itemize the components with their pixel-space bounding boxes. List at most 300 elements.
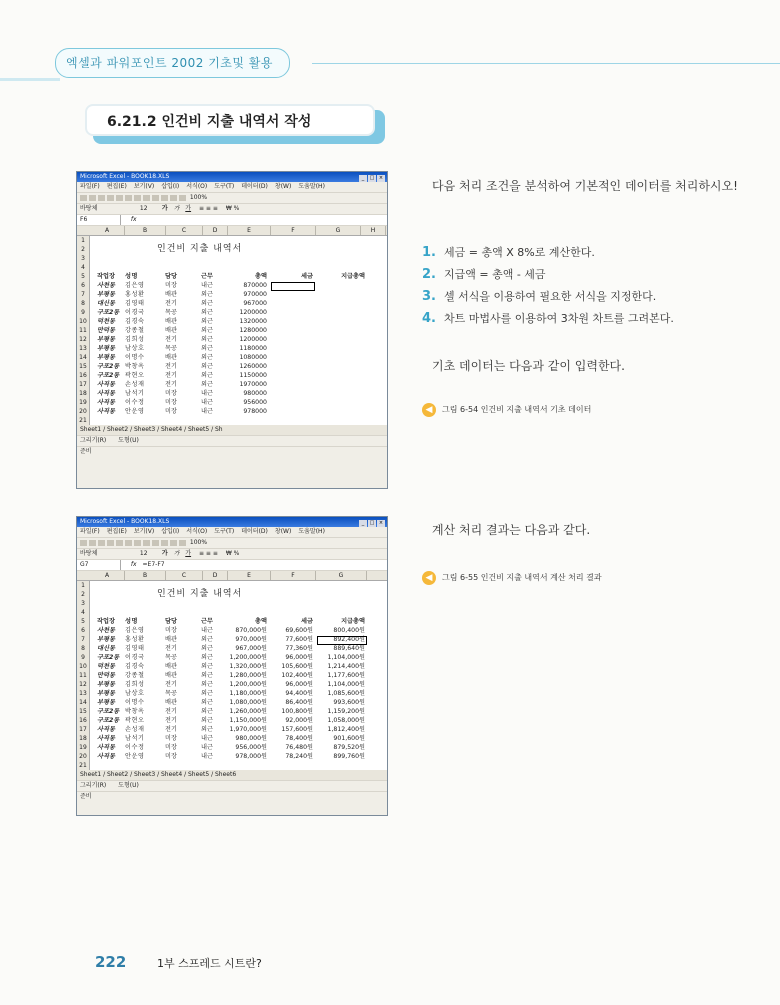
- table-cell[interactable]: 목공: [165, 654, 177, 661]
- table-cell[interactable]: 78,240원: [285, 753, 313, 760]
- column-header-cell[interactable]: D: [203, 226, 228, 235]
- header-cell[interactable]: 작업장: [97, 618, 115, 625]
- column-header-cell[interactable]: D: [203, 571, 228, 580]
- table-cell[interactable]: 이명수: [125, 699, 145, 706]
- table-cell[interactable]: 외근: [201, 372, 213, 379]
- table-cell[interactable]: 외근: [201, 726, 213, 733]
- table-cell[interactable]: 92,000원: [285, 717, 313, 724]
- header-cell[interactable]: 작업장: [97, 273, 115, 280]
- paste-icon[interactable]: [143, 195, 150, 201]
- table-cell[interactable]: 이명수: [125, 354, 145, 361]
- table-cell[interactable]: 김희성: [125, 336, 145, 343]
- table-cell[interactable]: 남석기: [125, 735, 145, 742]
- table-cell[interactable]: 외근: [201, 291, 213, 298]
- minimize-icon[interactable]: _: [359, 520, 367, 527]
- menu-item[interactable]: 파일(F): [80, 183, 100, 190]
- table-cell[interactable]: 1180000: [239, 345, 267, 352]
- menu-item[interactable]: 보기(V): [133, 528, 155, 535]
- table-cell[interactable]: 86,400원: [285, 699, 313, 706]
- name-box[interactable]: F6: [80, 215, 121, 225]
- table-cell[interactable]: 76,480원: [285, 744, 313, 751]
- table-cell[interactable]: 외근: [201, 636, 213, 643]
- table-cell[interactable]: 1150000: [239, 372, 267, 379]
- print-icon[interactable]: [107, 195, 114, 201]
- minimize-icon[interactable]: _: [359, 175, 367, 182]
- table-cell[interactable]: 1080000: [239, 354, 267, 361]
- row-number[interactable]: 13: [77, 689, 90, 698]
- copy-icon[interactable]: [134, 195, 141, 201]
- shape-menu[interactable]: 도형(U): [118, 437, 139, 444]
- table-cell[interactable]: 내근: [201, 390, 213, 397]
- row-number[interactable]: 8: [77, 299, 90, 308]
- sum-icon[interactable]: [161, 540, 168, 546]
- table-cell[interactable]: 전기: [165, 372, 177, 379]
- table-cell[interactable]: 박창옥: [125, 363, 145, 370]
- header-cell[interactable]: 담당: [165, 618, 177, 625]
- table-cell[interactable]: 전기: [165, 681, 177, 688]
- table-cell[interactable]: 1,320,000원: [229, 663, 267, 670]
- column-header-cell[interactable]: E: [228, 226, 271, 235]
- table-cell[interactable]: 내근: [201, 744, 213, 751]
- font-size[interactable]: 12: [139, 550, 148, 557]
- table-cell[interactable]: 105,600원: [281, 663, 313, 670]
- table-cell[interactable]: 외근: [201, 363, 213, 370]
- maximize-icon[interactable]: □: [369, 175, 375, 181]
- table-cell[interactable]: 외근: [201, 690, 213, 697]
- table-cell[interactable]: 980000: [243, 390, 267, 397]
- table-cell[interactable]: 사직동: [97, 753, 115, 760]
- table-cell[interactable]: 879,520원: [333, 744, 365, 751]
- row-number[interactable]: 9: [77, 653, 90, 662]
- table-cell[interactable]: 94,400원: [285, 690, 313, 697]
- row-number[interactable]: 8: [77, 644, 90, 653]
- bold-icon[interactable]: 가: [161, 205, 168, 212]
- preview-icon[interactable]: [116, 540, 123, 546]
- currency-icon[interactable]: ₩ %: [225, 550, 240, 557]
- table-cell[interactable]: 김경숙: [125, 318, 145, 325]
- table-cell[interactable]: 978,000원: [235, 753, 267, 760]
- print-icon[interactable]: [107, 540, 114, 546]
- table-cell[interactable]: 사직동: [97, 408, 115, 415]
- table-cell[interactable]: 부평동: [97, 336, 115, 343]
- table-cell[interactable]: 956000: [243, 399, 267, 406]
- table-cell[interactable]: 곽현오: [125, 372, 145, 379]
- row-number[interactable]: 10: [77, 662, 90, 671]
- table-cell[interactable]: 전기: [165, 381, 177, 388]
- row-number[interactable]: 21: [77, 416, 90, 425]
- table-cell[interactable]: 1,150,000원: [229, 717, 267, 724]
- header-cell[interactable]: 총액: [255, 273, 267, 280]
- row-number[interactable]: 19: [77, 743, 90, 752]
- table-cell[interactable]: 77,360원: [285, 645, 313, 652]
- table-cell[interactable]: 77,600원: [285, 636, 313, 643]
- table-cell[interactable]: 사천동: [97, 282, 115, 289]
- row-number[interactable]: 2: [77, 590, 90, 599]
- table-cell[interactable]: 구포2동: [97, 717, 120, 724]
- table-cell[interactable]: 157,600원: [281, 726, 313, 733]
- table-cell[interactable]: 구포2동: [97, 309, 120, 316]
- open-icon[interactable]: [89, 195, 96, 201]
- copy-icon[interactable]: [134, 540, 141, 546]
- table-cell[interactable]: 미장: [165, 753, 177, 760]
- table-cell[interactable]: 김경숙: [125, 663, 145, 670]
- row-number[interactable]: 16: [77, 716, 90, 725]
- row-number[interactable]: 7: [77, 635, 90, 644]
- table-cell[interactable]: 1,177,600원: [327, 672, 365, 679]
- row-number[interactable]: 10: [77, 317, 90, 326]
- table-cell[interactable]: 69,600원: [285, 627, 313, 634]
- menu-item[interactable]: 데이터(D): [241, 528, 268, 535]
- font-size[interactable]: 12: [139, 205, 148, 212]
- table-cell[interactable]: 김영태: [125, 645, 145, 652]
- table-cell[interactable]: 사직동: [97, 399, 115, 406]
- table-cell[interactable]: 강종철: [125, 327, 145, 334]
- menu-item[interactable]: 창(W): [274, 183, 292, 190]
- chart-icon[interactable]: [179, 195, 186, 201]
- table-cell[interactable]: 1,159,200원: [327, 708, 365, 715]
- table-cell[interactable]: 1,214,400원: [327, 663, 365, 670]
- table-cell[interactable]: 870000: [243, 282, 267, 289]
- table-cell[interactable]: 곽현오: [125, 717, 145, 724]
- table-cell[interactable]: 배관: [165, 354, 177, 361]
- header-cell[interactable]: 근무: [201, 273, 213, 280]
- table-cell[interactable]: 내근: [201, 408, 213, 415]
- sort-icon[interactable]: [170, 195, 177, 201]
- draw-menu[interactable]: 그리기(R): [80, 437, 107, 444]
- row-number[interactable]: 7: [77, 290, 90, 299]
- new-icon[interactable]: [80, 195, 87, 201]
- table-cell[interactable]: 목공: [165, 309, 177, 316]
- paste-icon[interactable]: [143, 540, 150, 546]
- table-cell[interactable]: 내근: [201, 282, 213, 289]
- table-cell[interactable]: 전기: [165, 645, 177, 652]
- table-cell[interactable]: 96,000원: [285, 681, 313, 688]
- header-cell[interactable]: 성명: [125, 618, 138, 625]
- row-number[interactable]: 17: [77, 725, 90, 734]
- table-cell[interactable]: 미장: [165, 627, 177, 634]
- table-cell[interactable]: 부평동: [97, 291, 115, 298]
- table-cell[interactable]: 970000: [243, 291, 267, 298]
- table-cell[interactable]: 외근: [201, 699, 213, 706]
- row-number[interactable]: 2: [77, 245, 90, 254]
- table-cell[interactable]: 78,400원: [285, 735, 313, 742]
- table-cell[interactable]: 외근: [201, 309, 213, 316]
- table-cell[interactable]: 내근: [201, 399, 213, 406]
- header-cell[interactable]: 지급총액: [341, 273, 365, 280]
- table-cell[interactable]: 967,000원: [235, 645, 267, 652]
- zoom-level[interactable]: 100%: [189, 539, 208, 546]
- table-cell[interactable]: 이경국: [125, 309, 145, 316]
- row-number[interactable]: 9: [77, 308, 90, 317]
- header-cell[interactable]: 지급총액: [341, 618, 365, 625]
- table-cell[interactable]: 내근: [201, 753, 213, 760]
- menu-item[interactable]: 서식(O): [186, 183, 208, 190]
- row-number[interactable]: 6: [77, 626, 90, 635]
- menu-item[interactable]: 창(W): [274, 528, 292, 535]
- table-cell[interactable]: 김영태: [125, 300, 145, 307]
- table-cell[interactable]: 978000: [243, 408, 267, 415]
- menu-item[interactable]: 도움말(H): [298, 528, 325, 535]
- table-cell[interactable]: 안운영: [125, 408, 145, 415]
- row-number[interactable]: 20: [77, 407, 90, 416]
- table-cell[interactable]: 1200000: [239, 336, 267, 343]
- row-number[interactable]: 18: [77, 734, 90, 743]
- table-cell[interactable]: 1,812,400원: [327, 726, 365, 733]
- column-header-cell[interactable]: C: [166, 226, 203, 235]
- header-cell[interactable]: 성명: [125, 273, 138, 280]
- table-cell[interactable]: 1,104,000원: [327, 654, 365, 661]
- table-cell[interactable]: 901,600원: [333, 735, 365, 742]
- table-cell[interactable]: 사직동: [97, 381, 115, 388]
- table-cell[interactable]: 외근: [201, 663, 213, 670]
- row-number[interactable]: 4: [77, 608, 90, 617]
- table-cell[interactable]: 미장: [165, 390, 177, 397]
- table-cell[interactable]: 미장: [165, 399, 177, 406]
- table-cell[interactable]: 내근: [201, 735, 213, 742]
- table-cell[interactable]: 구포2동: [97, 363, 120, 370]
- table-cell[interactable]: 1,080,000원: [229, 699, 267, 706]
- table-cell[interactable]: 덕천동: [97, 318, 115, 325]
- table-cell[interactable]: 96,000원: [285, 654, 313, 661]
- close-icon[interactable]: ×: [378, 520, 384, 526]
- column-header-cell[interactable]: B: [125, 571, 166, 580]
- table-cell[interactable]: 1970000: [239, 381, 267, 388]
- name-box[interactable]: G7: [80, 560, 121, 570]
- row-number[interactable]: 17: [77, 380, 90, 389]
- new-icon[interactable]: [80, 540, 87, 546]
- table-cell[interactable]: 외근: [201, 318, 213, 325]
- row-number[interactable]: 21: [77, 761, 90, 770]
- table-cell[interactable]: 만덕동: [97, 672, 115, 679]
- menu-item[interactable]: 도움말(H): [298, 183, 325, 190]
- menu-item[interactable]: 서식(O): [186, 528, 208, 535]
- undo-icon[interactable]: [152, 540, 159, 546]
- table-cell[interactable]: 1,200,000원: [229, 681, 267, 688]
- sheet-grid[interactable]: [77, 226, 387, 425]
- table-cell[interactable]: 대신동: [97, 645, 115, 652]
- sheet-tabs-label[interactable]: Sheet1 / Sheet2 / Sheet3 / Sheet4 / Sheet5 / Sh: [80, 426, 223, 433]
- formula-input[interactable]: =E7-F7: [142, 561, 165, 568]
- table-cell[interactable]: 970,000원: [235, 636, 267, 643]
- table-cell[interactable]: 102,400원: [281, 672, 313, 679]
- table-cell[interactable]: 1,058,000원: [327, 717, 365, 724]
- sum-icon[interactable]: [161, 195, 168, 201]
- font-name[interactable]: 바탕체: [80, 205, 98, 212]
- zoom-level[interactable]: 100%: [189, 194, 208, 201]
- draw-menu[interactable]: 그리기(R): [80, 782, 107, 789]
- row-number[interactable]: 4: [77, 263, 90, 272]
- table-cell[interactable]: 892,400원: [333, 636, 365, 643]
- table-cell[interactable]: 부평동: [97, 681, 115, 688]
- table-cell[interactable]: 1200000: [239, 309, 267, 316]
- table-cell[interactable]: 외근: [201, 681, 213, 688]
- undo-icon[interactable]: [152, 195, 159, 201]
- bold-icon[interactable]: 가: [161, 550, 168, 557]
- table-cell[interactable]: 외근: [201, 327, 213, 334]
- table-cell[interactable]: 부평동: [97, 699, 115, 706]
- menu-item[interactable]: 편집(E): [106, 183, 127, 190]
- shape-menu[interactable]: 도형(U): [118, 782, 139, 789]
- table-cell[interactable]: 이수정: [125, 399, 145, 406]
- row-number[interactable]: 1: [77, 236, 90, 245]
- table-cell[interactable]: 전기: [165, 300, 177, 307]
- table-cell[interactable]: 남석기: [125, 390, 145, 397]
- table-cell[interactable]: 외근: [201, 708, 213, 715]
- table-cell[interactable]: 외근: [201, 381, 213, 388]
- table-cell[interactable]: 김은영: [125, 282, 145, 289]
- table-cell[interactable]: 1,200,000원: [229, 654, 267, 661]
- font-name[interactable]: 바탕체: [80, 550, 98, 557]
- open-icon[interactable]: [89, 540, 96, 546]
- table-cell[interactable]: 외근: [201, 645, 213, 652]
- table-cell[interactable]: 956,000원: [235, 744, 267, 751]
- table-cell[interactable]: 남상호: [125, 345, 145, 352]
- table-cell[interactable]: 1260000: [239, 363, 267, 370]
- italic-icon[interactable]: 가: [173, 205, 180, 212]
- close-icon[interactable]: ×: [378, 175, 384, 181]
- table-cell[interactable]: 덕천동: [97, 663, 115, 670]
- column-header-cell[interactable]: E: [228, 571, 271, 580]
- header-cell[interactable]: 세금: [301, 618, 313, 625]
- table-cell[interactable]: 내근: [201, 627, 213, 634]
- table-cell[interactable]: 구포2동: [97, 708, 120, 715]
- menu-item[interactable]: 도구(T): [214, 528, 235, 535]
- table-cell[interactable]: 사천동: [97, 627, 115, 634]
- table-cell[interactable]: 김희성: [125, 681, 145, 688]
- row-number[interactable]: 20: [77, 752, 90, 761]
- currency-icon[interactable]: ₩ %: [225, 205, 240, 212]
- cut-icon[interactable]: [125, 540, 132, 546]
- table-cell[interactable]: 홍성환: [125, 291, 145, 298]
- preview-icon[interactable]: [116, 195, 123, 201]
- column-header-cell[interactable]: A: [90, 226, 125, 235]
- sheet-tabs-label[interactable]: Sheet1 / Sheet2 / Sheet3 / Sheet4 / Sheet5 / Sheet6: [80, 771, 237, 778]
- row-number[interactable]: 12: [77, 680, 90, 689]
- menu-item[interactable]: 삽입(I): [161, 528, 180, 535]
- table-cell[interactable]: 1,970,000원: [229, 726, 267, 733]
- table-cell[interactable]: 외근: [201, 300, 213, 307]
- row-number[interactable]: 15: [77, 707, 90, 716]
- row-number[interactable]: 3: [77, 599, 90, 608]
- underline-icon[interactable]: 가: [185, 550, 192, 557]
- row-number[interactable]: 19: [77, 398, 90, 407]
- table-cell[interactable]: 목공: [165, 690, 177, 697]
- table-cell[interactable]: 손성재: [125, 726, 145, 733]
- table-cell[interactable]: 미장: [165, 744, 177, 751]
- table-cell[interactable]: 미장: [165, 735, 177, 742]
- table-cell[interactable]: 1,085,600원: [327, 690, 365, 697]
- header-cell[interactable]: 세금: [301, 273, 313, 280]
- row-number[interactable]: 11: [77, 671, 90, 680]
- table-cell[interactable]: 993,600원: [333, 699, 365, 706]
- table-cell[interactable]: 800,400원: [333, 627, 365, 634]
- table-cell[interactable]: 구포2동: [97, 372, 120, 379]
- cut-icon[interactable]: [125, 195, 132, 201]
- table-cell[interactable]: 배관: [165, 663, 177, 670]
- table-cell[interactable]: 이경국: [125, 654, 145, 661]
- sheet-title-cell[interactable]: 인건비 지출 내역서: [157, 244, 243, 254]
- table-cell[interactable]: 899,760원: [333, 753, 365, 760]
- row-number[interactable]: 6: [77, 281, 90, 290]
- row-number[interactable]: 15: [77, 362, 90, 371]
- row-number[interactable]: 1: [77, 581, 90, 590]
- function-icon[interactable]: fx: [130, 216, 137, 223]
- row-number[interactable]: 12: [77, 335, 90, 344]
- header-cell[interactable]: 담당: [165, 273, 177, 280]
- table-cell[interactable]: 배관: [165, 291, 177, 298]
- table-cell[interactable]: 889,640원: [333, 645, 365, 652]
- table-cell[interactable]: 사직동: [97, 390, 115, 397]
- column-header-cell[interactable]: G: [316, 571, 367, 580]
- table-cell[interactable]: 구포2동: [97, 654, 120, 661]
- save-icon[interactable]: [98, 540, 105, 546]
- table-cell[interactable]: 손성재: [125, 381, 145, 388]
- maximize-icon[interactable]: □: [369, 520, 375, 526]
- table-cell[interactable]: 전기: [165, 363, 177, 370]
- sheet-grid[interactable]: [77, 571, 387, 770]
- menu-item[interactable]: 파일(F): [80, 528, 100, 535]
- table-cell[interactable]: 사직동: [97, 726, 115, 733]
- table-cell[interactable]: 1280000: [239, 327, 267, 334]
- table-cell[interactable]: 1,104,000원: [327, 681, 365, 688]
- row-number[interactable]: 5: [77, 272, 90, 281]
- row-number[interactable]: 13: [77, 344, 90, 353]
- table-cell[interactable]: 부평동: [97, 636, 115, 643]
- menu-item[interactable]: 삽입(I): [161, 183, 180, 190]
- table-cell[interactable]: 대신동: [97, 300, 115, 307]
- table-cell[interactable]: 1,260,000원: [229, 708, 267, 715]
- table-cell[interactable]: 외근: [201, 345, 213, 352]
- column-header-cell[interactable]: A: [90, 571, 125, 580]
- align-icon[interactable]: ≡ ≡ ≡: [199, 550, 218, 557]
- table-cell[interactable]: 외근: [201, 717, 213, 724]
- table-cell[interactable]: 사직동: [97, 735, 115, 742]
- table-cell[interactable]: 배관: [165, 318, 177, 325]
- table-cell[interactable]: 외근: [201, 336, 213, 343]
- table-cell[interactable]: 외근: [201, 354, 213, 361]
- table-cell[interactable]: 980,000원: [235, 735, 267, 742]
- row-number[interactable]: 11: [77, 326, 90, 335]
- table-cell[interactable]: 1,180,000원: [229, 690, 267, 697]
- row-number[interactable]: 5: [77, 617, 90, 626]
- row-number[interactable]: 16: [77, 371, 90, 380]
- table-cell[interactable]: 부평동: [97, 354, 115, 361]
- table-cell[interactable]: 김은영: [125, 627, 145, 634]
- table-cell[interactable]: 사직동: [97, 744, 115, 751]
- table-cell[interactable]: 만덕동: [97, 327, 115, 334]
- italic-icon[interactable]: 가: [173, 550, 180, 557]
- table-cell[interactable]: 배관: [165, 672, 177, 679]
- table-cell[interactable]: 부평동: [97, 345, 115, 352]
- column-header-cell[interactable]: F: [271, 226, 316, 235]
- table-cell[interactable]: 홍성환: [125, 636, 145, 643]
- header-cell[interactable]: 총액: [255, 618, 267, 625]
- column-header-cell[interactable]: F: [271, 571, 316, 580]
- table-cell[interactable]: 미장: [165, 282, 177, 289]
- column-header-cell[interactable]: C: [166, 571, 203, 580]
- row-number[interactable]: 14: [77, 698, 90, 707]
- menu-item[interactable]: 편집(E): [106, 528, 127, 535]
- table-cell[interactable]: 목공: [165, 345, 177, 352]
- table-cell[interactable]: 외근: [201, 672, 213, 679]
- table-cell[interactable]: 전기: [165, 708, 177, 715]
- save-icon[interactable]: [98, 195, 105, 201]
- table-cell[interactable]: 강종철: [125, 672, 145, 679]
- table-cell[interactable]: 967000: [243, 300, 267, 307]
- sort-icon[interactable]: [170, 540, 177, 546]
- column-header-cell[interactable]: H: [361, 226, 386, 235]
- table-cell[interactable]: 100,800원: [281, 708, 313, 715]
